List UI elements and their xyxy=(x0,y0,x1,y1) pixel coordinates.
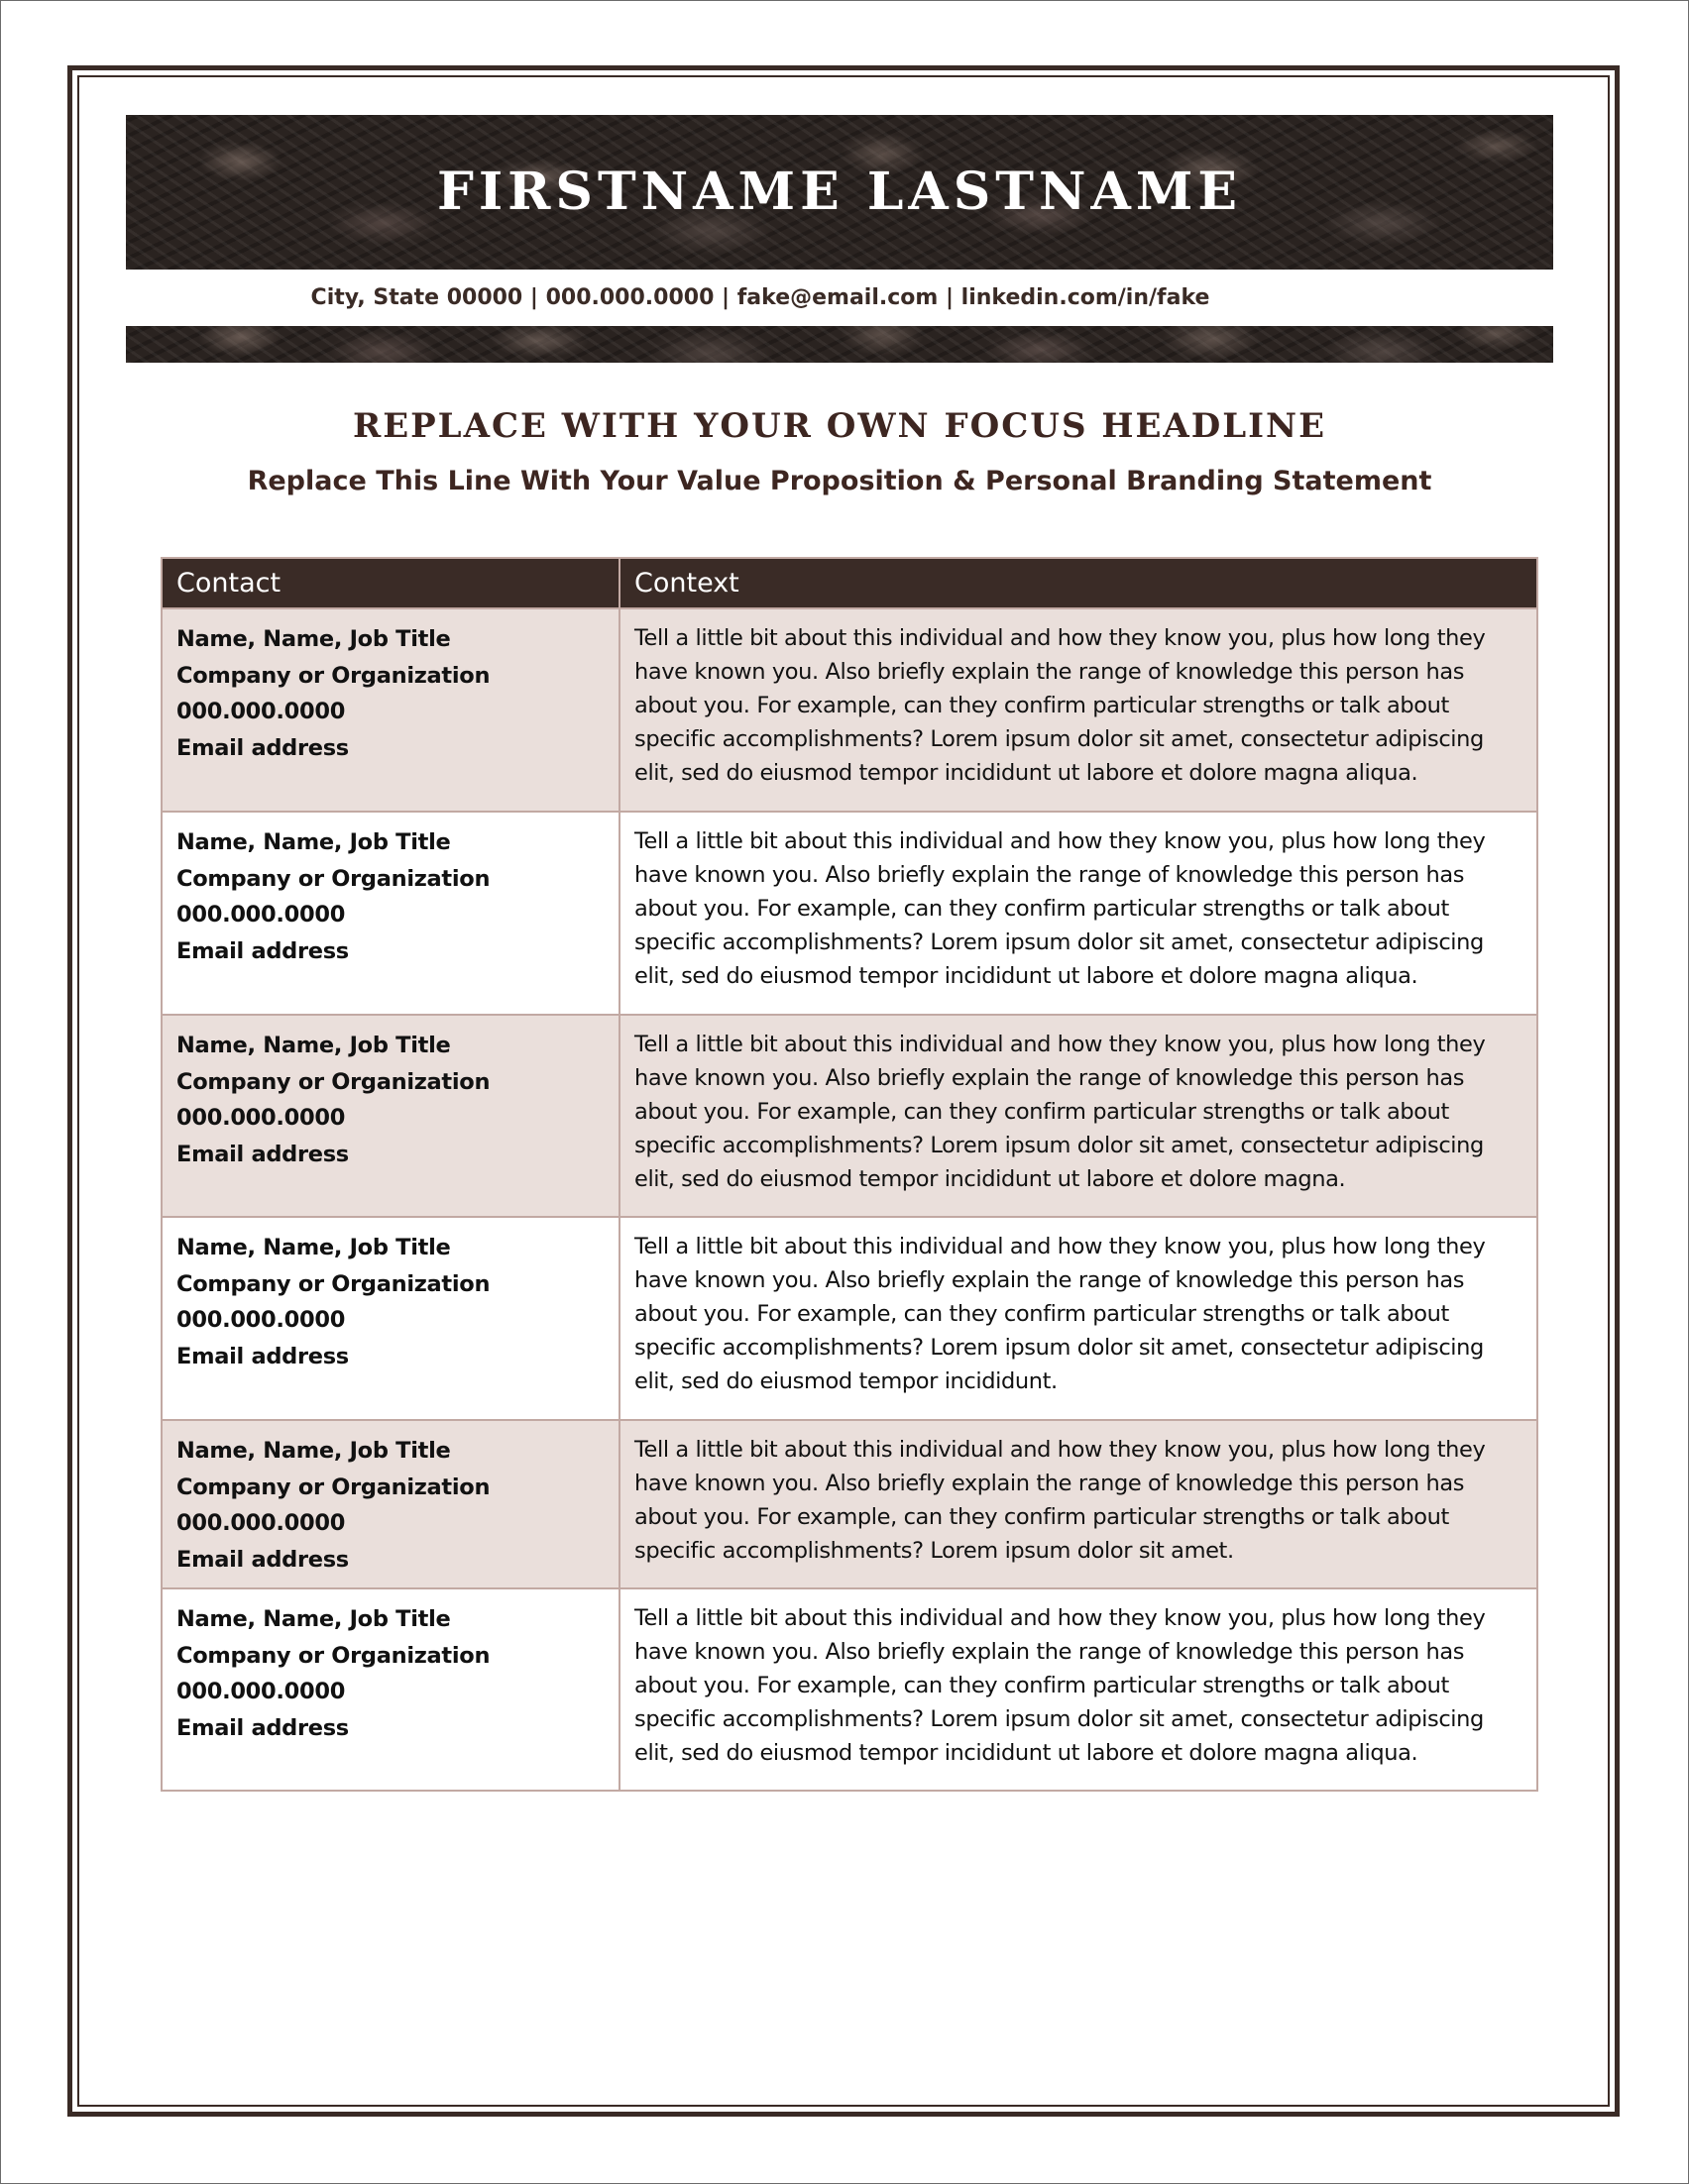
reference-name: Name, Name, Job Title xyxy=(176,1033,451,1058)
candidate-name: FIRSTNAME LASTNAME xyxy=(436,162,1243,222)
reference-name: Name, Name, Job Title xyxy=(176,626,451,652)
reference-name: Name, Name, Job Title xyxy=(176,829,451,855)
reference-company: Company or Organization xyxy=(176,1642,491,1669)
reference-phone: 000.000.0000 xyxy=(176,902,346,928)
reference-email: Email address xyxy=(176,1714,349,1741)
contact-cell xyxy=(162,608,619,812)
table-row xyxy=(162,812,1537,1015)
reference-company: Company or Organization xyxy=(176,1474,491,1500)
context-cell: Tell a little bit about this individual and how they know you, plus how long they have known you. Also briefly explain the range of knowledge this person has about you. For example, can they confirm particular strengths or talk about specific accomplishments? Lorem ipsum dolor sit amet, consectetur adipiscing elit, sed do eiusmod tempor incididunt ut labore et dolore magna aliqua. xyxy=(619,812,1537,1015)
context-cell: Tell a little bit about this individual and how they know you, plus how long they have known you. Also briefly explain the range of knowledge this person has about you. For example, can they confirm particular strengths or talk about specific accomplishments? Lorem ipsum dolor sit amet, consectetur adipiscing elit, sed do eiusmod tempor incididunt ut labore et dolore magna aliqua. xyxy=(619,1588,1537,1791)
name-banner xyxy=(126,115,1553,270)
reference-email: Email address xyxy=(176,1546,349,1573)
contact-cell xyxy=(162,1420,619,1588)
reference-phone: 000.000.0000 xyxy=(176,1679,346,1704)
reference-company: Company or Organization xyxy=(176,1068,491,1095)
focus-headline: REPLACE WITH YOUR OWN FOCUS HEADLINE xyxy=(352,406,1327,446)
reference-company: Company or Organization xyxy=(176,1270,491,1297)
table-row xyxy=(162,1420,1537,1588)
branding-statement: Replace This Line With Your Value Proposition & Personal Branding Statement xyxy=(247,466,1432,496)
reference-phone: 000.000.0000 xyxy=(176,699,346,724)
reference-phone: 000.000.0000 xyxy=(176,1307,346,1333)
reference-name: Name, Name, Job Title xyxy=(176,1606,451,1632)
contact-info-line: City, State 00000 | 000.000.0000 | fake@email.com | linkedin.com/in/fake xyxy=(310,285,1210,310)
table-row xyxy=(162,1217,1537,1420)
context-cell: Tell a little bit about this individual and how they know you, plus how long they have known you. Also briefly explain the range of knowledge this person has about you. For example, can they confirm particular strengths or talk about specific accomplishments? Lorem ipsum dolor sit amet. xyxy=(619,1420,1537,1588)
contact-cell xyxy=(162,1015,619,1217)
column-header-contact: Contact xyxy=(162,558,619,608)
reference-phone: 000.000.0000 xyxy=(176,1510,346,1536)
table-row xyxy=(162,608,1537,812)
context-cell: Tell a little bit about this individual and how they know you, plus how long they have known you. Also briefly explain the range of knowledge this person has about you. For example, can they confirm particular strengths or talk about specific accomplishments? Lorem ipsum dolor sit amet, consectetur adipiscing elit, sed do eiusmod tempor incididunt ut labore et dolore magna. xyxy=(619,1015,1537,1217)
reference-phone: 000.000.0000 xyxy=(176,1105,346,1131)
table-row xyxy=(162,1588,1537,1791)
reference-email: Email address xyxy=(176,1343,349,1369)
context-cell: Tell a little bit about this individual and how they know you, plus how long they have known you. Also briefly explain the range of knowledge this person has about you. For example, can they confirm particular strengths or talk about specific accomplishments? Lorem ipsum dolor sit amet, consectetur adipiscing elit, sed do eiusmod tempor incididunt ut labore et dolore magna aliqua. xyxy=(619,608,1537,812)
context-cell: Tell a little bit about this individual and how they know you, plus how long they have known you. Also briefly explain the range of knowledge this person has about you. For example, can they confirm particular strengths or talk about specific accomplishments? Lorem ipsum dolor sit amet, consectetur adipiscing elit, sed do eiusmod tempor incididunt. xyxy=(619,1217,1537,1420)
decorative-banner-strip xyxy=(126,326,1553,363)
table-row xyxy=(162,1015,1537,1217)
contact-cell xyxy=(162,1588,619,1791)
reference-name: Name, Name, Job Title xyxy=(176,1438,451,1464)
contact-cell xyxy=(162,812,619,1015)
reference-email: Email address xyxy=(176,937,349,964)
reference-email: Email address xyxy=(176,734,349,761)
column-header-context: Context xyxy=(619,558,1537,608)
reference-company: Company or Organization xyxy=(176,662,491,689)
contact-cell xyxy=(162,1217,619,1420)
reference-name: Name, Name, Job Title xyxy=(176,1235,451,1260)
references-table xyxy=(161,557,1538,1792)
reference-company: Company or Organization xyxy=(176,865,491,892)
reference-email: Email address xyxy=(176,1141,349,1167)
table-header-row xyxy=(162,558,1537,608)
